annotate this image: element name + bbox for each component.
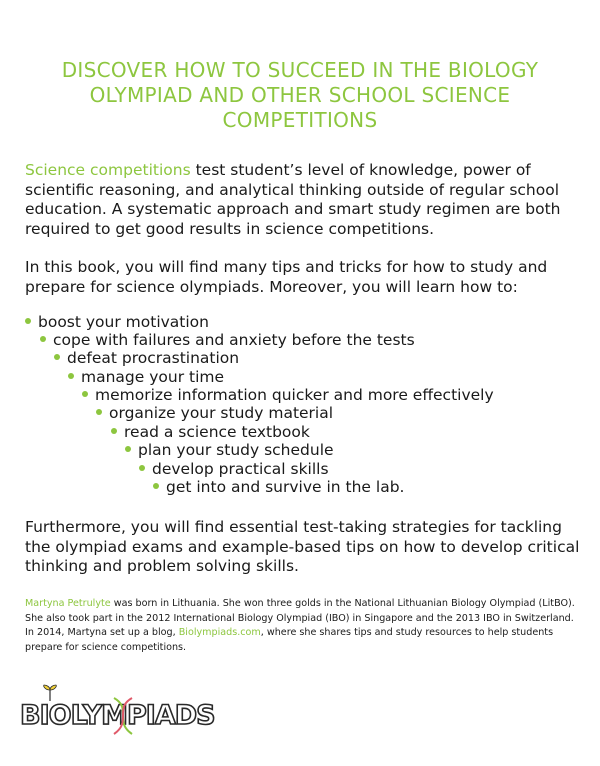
bullet-dot-icon [96,409,102,415]
intro-text: test student’s level of knowledge, power of scientific reasoning, and analytical thinking outside of regular school education. A systematic approach and smart study regimen are both required to get good results in science competitions. [25,161,561,238]
blog-link[interactable]: Biolympiads.com [178,627,261,639]
list-item: read a science textbook [111,423,310,441]
logo-text: BIOLYMPIADS [20,700,215,731]
furthermore-paragraph: Furthermore, you will find essential test-taking strategies for tackling the olympiad exams and example-based tips on how to develop critical thinking and problem solving skills. [25,518,580,575]
list-item: memorize information quicker and more effectively [82,386,494,404]
list-item: get into and survive in the lab. [153,478,404,496]
list-item: develop practical skills [139,460,329,478]
bullet-dot-icon [82,391,88,397]
bullet-dot-icon [25,318,31,324]
bullet-dot-icon [153,483,159,489]
bullet-dot-icon [54,354,60,360]
bullet-dot-icon [111,428,117,434]
list-item: cope with failures and anxiety before the tests [40,331,415,349]
bullet-dot-icon [125,446,131,452]
intro-paragraph [25,161,585,239]
author-bio: Martyna Petrulyte was born in Lithuania. She won three golds in the National Lithuanian Biology Olympiad (LitBO). She also took part in the 2012 International Biology Olympiad (IBO) in Singapore and the 2013 IBO in Switzerland. In 2014, Martyna set up a blog, Biolympiads.com, where she shares tips and study resources to help students prepare for science competitions. [25,598,575,653]
author-name: Martyna Petrulyte [25,598,111,609]
list-item: boost your motivation [25,313,209,331]
dna-helix-icon [108,696,138,736]
book-intro-paragraph: In this book, you will find many tips and tricks for how to study and prepare for science olympiads. Moreover, you will learn how to: [25,258,548,296]
bullet-dot-icon [68,373,74,379]
intro-highlight: Science competitions [25,161,191,179]
list-item: manage your time [68,368,224,386]
page-title: DISCOVER HOW TO SUCCEED IN THE BIOLOGY OLYMPIAD AND OTHER SCHOOL SCIENCE COMPETITIONS [61,58,539,132]
bullet-dot-icon [139,465,145,471]
biolympiads-logo [20,684,215,744]
bullet-dot-icon [40,336,46,342]
list-item: defeat procrastination [54,349,239,367]
list-item: plan your study schedule [125,441,334,459]
list-item: organize your study material [96,404,333,422]
